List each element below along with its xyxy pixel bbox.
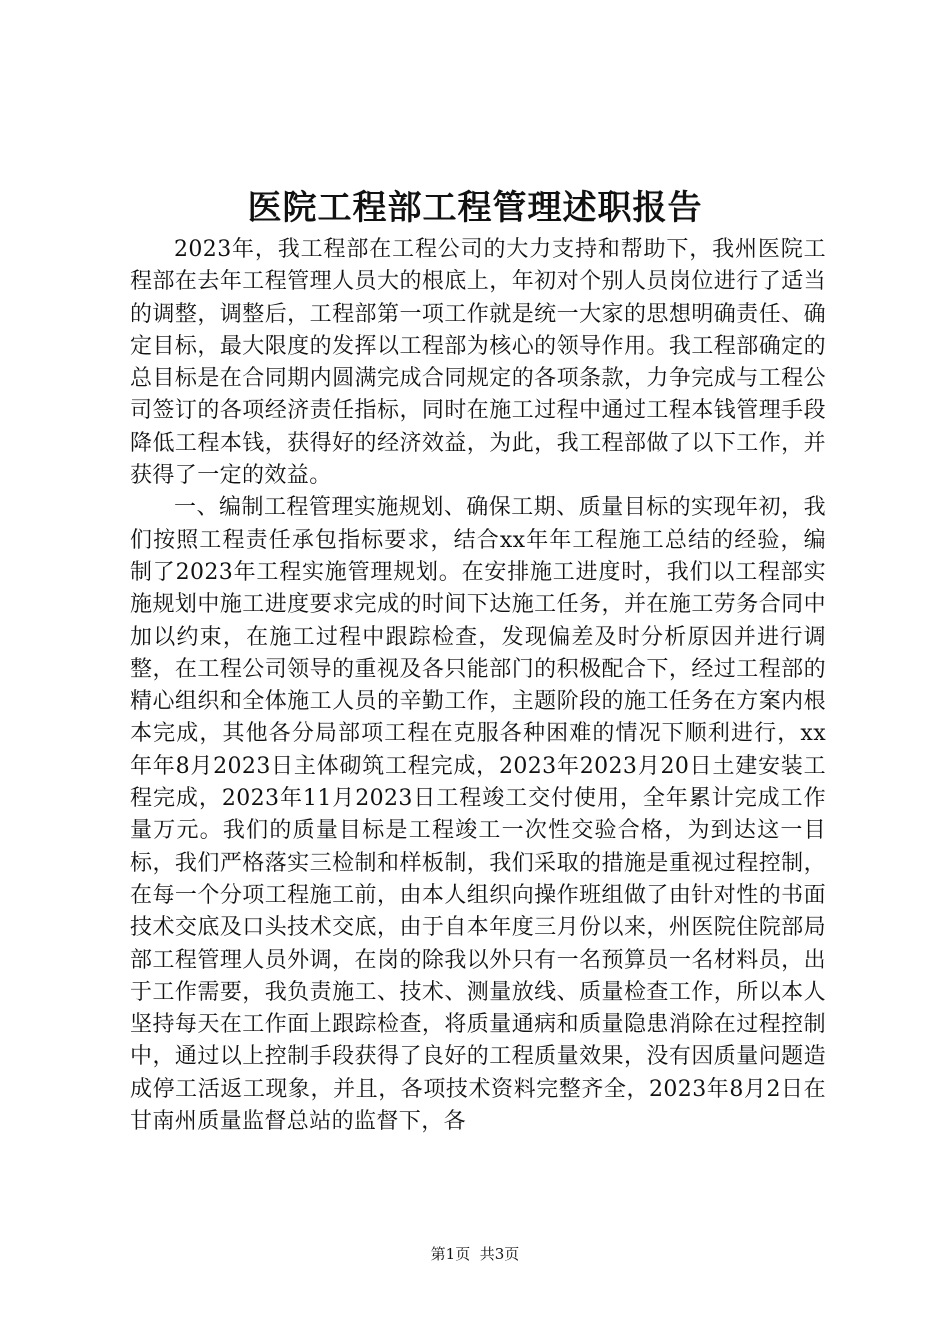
page-total: 共3页 (479, 1245, 520, 1263)
body-paragraph-section-one: 一、编制工程管理实施规划、确保工期、质量目标的实现年初，我们按照工程责任承包指标要求，结合xx年年工程施工总结的经验，编制了2023年工程实施管理规划。在安排施工进度时，我们以工程部实施规划中施工进度要求完成的时间下达施工任务，并在施工劳务合同中加以约束，在施工过程中跟踪检查，发现偏差及时分析原因并进行调整，在工程公司领导的重视及各只能部门的积极配合下，经过工程部的精心组织和全体施工人员的辛勤工作，主题阶段的施工任务在方案内根本完成，其他各分局部项工程在克服各种困难的情况下顺利进行，xx年年8月2023日主体砌筑工程完成，2023年2023月20日土建安装工程完成，2023年11月2023日工程竣工交付使用，全年累计完成工作量万元。我们的质量目标是工程竣工一次性交验合格，为到达这一目标，我们严格落实三检制和样板制，我们采取的措施是重视过程控制，在每一个分项工程施工前，由本人组织向操作班组做了由针对性的书面技术交底及口头技术交底，由于自本年度三月份以来，州医院住院部局部工程管理人员外调，在岗的除我以外只有一名预算员一名材料员，出于工作需要，我负责施工、技术、测量放线、质量检查工作，所以本人坚持每天在工作面上跟踪检查，将质量通病和质量隐患消除在过程控制中，通过以上控制手段获得了良好的工程质量效果，没有因质量问题造成停工活返工现象，并且，各项技术资料完整齐全，2023年8月2日在甘南州质量监督总站的监督下，各 (130, 495, 826, 1135)
page-number: 第1页 (430, 1245, 471, 1263)
document-body (130, 234, 826, 1138)
body-paragraph-intro: 2023年，我工程部在工程公司的大力支持和帮助下，我州医院工程部在去年工程管理人员大的根底上，年初对个别人员岗位进行了适当的调整，调整后，工程部第一项工作就是统一大家的思想明确责任、确定目标，最大限度的发挥以工程部为核心的领导作用。我工程部确定的总目标是在合同期内圆满完成合同规定的各项条款，力争完成与工程公司签订的各项经济责任指标，同时在施工过程中通过工程本钱管理手段降低工程本钱，获得好的经济效益，为此，我工程部做了以下工作，并获得了一定的效益。 (130, 237, 826, 489)
document-title: 医院工程部工程管理述职报告 (247, 188, 703, 228)
page-footer (0, 1244, 950, 1264)
